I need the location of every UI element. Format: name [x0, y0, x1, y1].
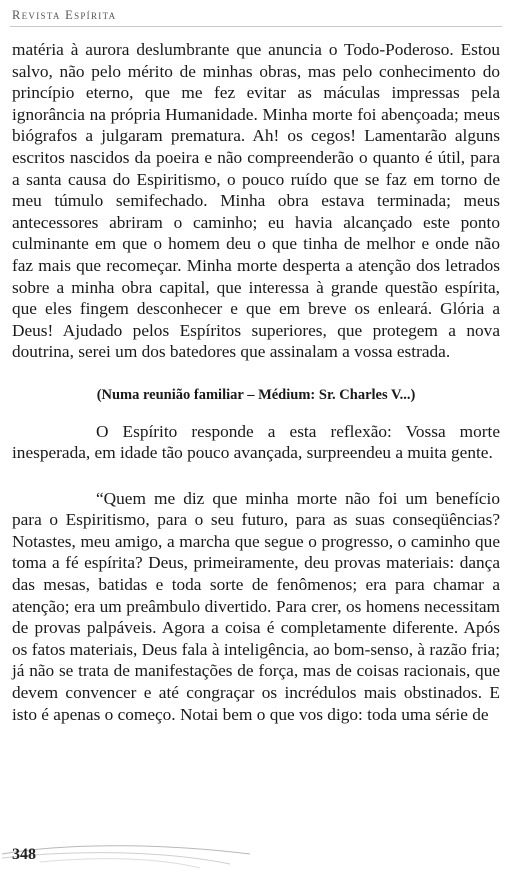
page-body — [12, 39, 500, 725]
paragraph-1: matéria à aurora deslumbrante que anuncia o Todo-Poderoso. Estou salvo, não pelo mérito de minhas obras, mas pelo conhecimento do princípio eterno, que me fez evitar as máculas impressas pela ignorância na própria Humanidade. Minha morte foi abençoada; meus biógrafos a julgaram prematura. Ah! os cegos! Lamentarão alguns escritos nascidos da poeira e não compreenderão o quanto é útil, para a santa causa do Espiritismo, o pouco ruído que se faz em torno de meu túmulo semifechado. Minha obra estava terminada; meus antecessores abriram o caminho; eu havia alcançado este ponto culminante em que o homem deu o que tinha de melhor e onde não faz mais que recomeçar. Minha morte desperta a atenção dos letrados sobre a minha obra capital, que interessa à grande questão espírita, que eles fingem desconhecer e que em breve os enleará. Glória a Deus! Ajudado pelos Espíritos superiores, que protegem a nova doutrina, serei um dos batedores que assinalam a vossa estrada. — [12, 40, 500, 362]
paragraph-3: “Quem me diz que minha morte não foi um benefício para o Espiritismo, para o seu futuro, para as suas conseqüências? Notastes, meu amigo, a marcha que segue o progresso, o caminho que toma a fé espírita? Deus, primeiramente, deu provas materiais: dança das mesas, batidas e toda sorte de fenômenos; era para chamar a atenção; era um preâmbulo divertido. Para crer, os homens necessitam de provas palpáveis. Agora a coisa é completamente diferente. Após os fatos materiais, Deus fala à inteligência, ao bom-senso, à razão fria; já não se trata de manifestações de força, mas de coisas racionais, que devem convencer e até congraçar os incrédulos mais obstinados. E isto é apenas o começo. Notai bem o que vos digo: toda uma série de — [12, 488, 500, 724]
section-subheading: (Numa reunião familiar – Médium: Sr. Charles V...) — [96, 386, 416, 403]
running-header: Revista Espírita — [12, 8, 117, 22]
page-number-swoosh — [0, 838, 260, 870]
header-rule — [10, 26, 502, 27]
paragraph-2: O Espírito responde a esta reflexão: Vossa morte inesperada, em idade tão pouco avançada, surpreendeu a muita gente. — [12, 421, 500, 463]
page-number: 348 — [12, 846, 36, 863]
